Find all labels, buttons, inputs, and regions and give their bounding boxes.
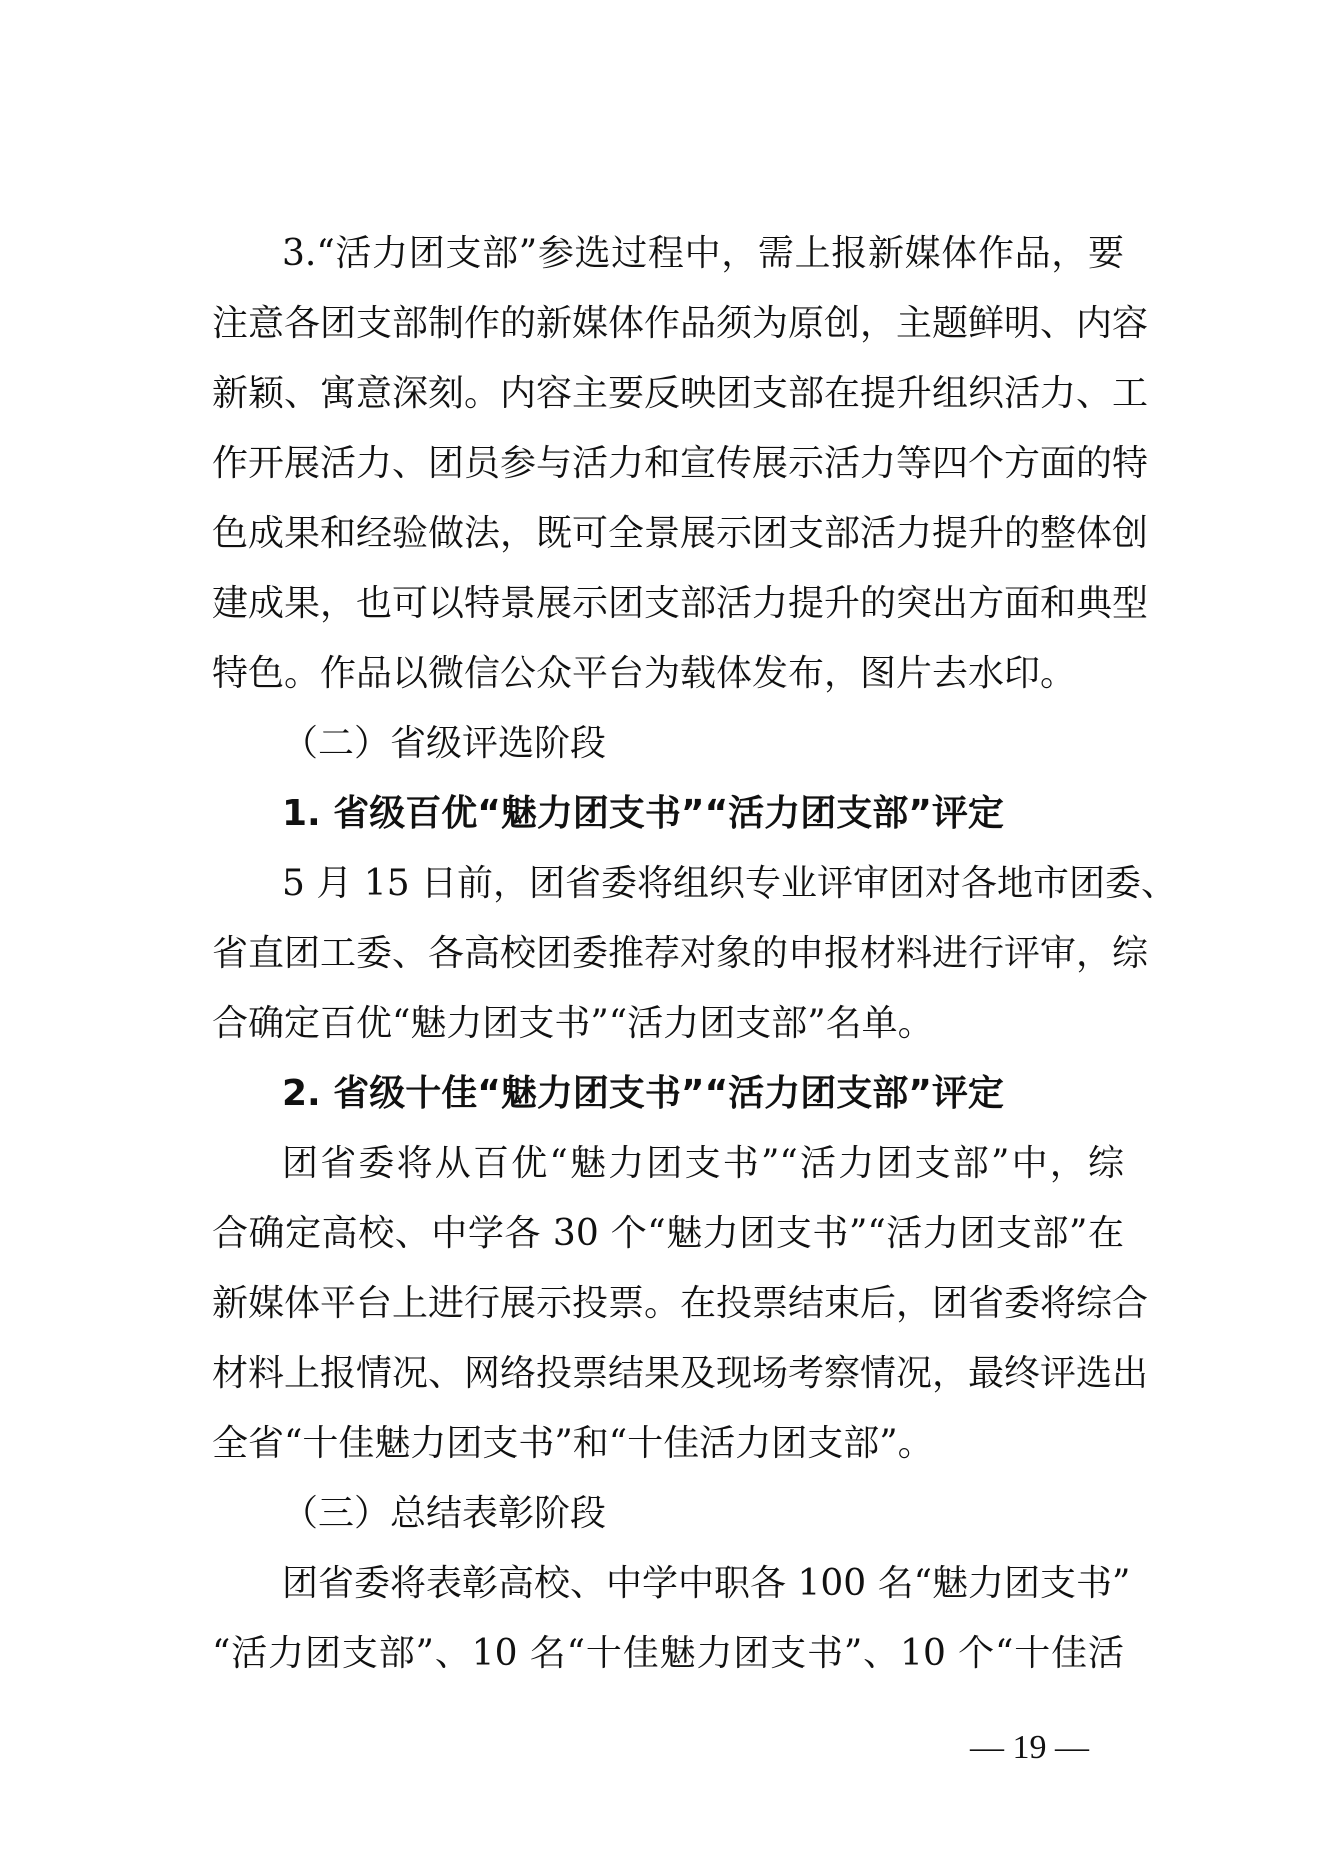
paragraph-1-line-3: 合确定百优“魅力团支书”“活力团支部”名单。 xyxy=(212,1003,934,1044)
page-number: — 19 — xyxy=(970,1729,1089,1766)
paragraph-1-line-1: 5 月 15 日前，团省委将组织专业评审团对各地市团委、 xyxy=(282,863,1178,904)
paragraph-1-line-2: 省直团工委、各高校团委推荐对象的申报材料进行评审，综 xyxy=(212,933,1149,974)
paragraph-2-line-3: 新媒体平台上进行展示投票。在投票结束后，团省委将综合 xyxy=(212,1283,1149,1324)
section-heading-3: （三）总结表彰阶段 xyxy=(282,1493,607,1534)
paragraph-3-line-4: 作开展活力、团员参与活力和宣传展示活力等四个方面的特 xyxy=(212,443,1149,484)
paragraph-2-line-5: 全省“十佳魅力团支书”和“十佳活力团支部”。 xyxy=(212,1423,934,1464)
paragraph-3-line-3: 新颖、寓意深刻。内容主要反映团支部在提升组织活力、工 xyxy=(212,373,1149,414)
section-heading-2: （二）省级评选阶段 xyxy=(282,723,607,764)
paragraph-3-line-6: 建成果，也可以特景展示团支部活力提升的突出方面和典型 xyxy=(212,583,1149,624)
paragraph-3-line-7: 特色。作品以微信公众平台为载体发布，图片去水印。 xyxy=(212,653,1077,694)
paragraph-4-line-1: 团省委将表彰高校、中学中职各 100 名“魅力团支书” xyxy=(282,1563,1131,1604)
paragraph-2-line-1: 团省委将从百优“魅力团支书”“活力团支部”中，综 xyxy=(282,1143,1124,1184)
paragraph-3-line-2: 注意各团支部制作的新媒体作品须为原创，主题鲜明、内容 xyxy=(212,303,1149,344)
subheading-1: 1. 省级百优“魅力团支书”“活力团支部”评定 xyxy=(282,793,1004,834)
paragraph-3-line-1: 3.“活力团支部”参选过程中，需上报新媒体作品，要 xyxy=(282,233,1124,274)
paragraph-4-line-2: “活力团支部”、10 名“十佳魅力团支书”、10 个“十佳活 xyxy=(212,1633,1124,1674)
subheading-2: 2. 省级十佳“魅力团支书”“活力团支部”评定 xyxy=(282,1073,1004,1114)
paragraph-2-line-2: 合确定高校、中学各 30 个“魅力团支书”“活力团支部”在 xyxy=(212,1213,1124,1254)
paragraph-2-line-4: 材料上报情况、网络投票结果及现场考察情况，最终评选出 xyxy=(212,1353,1149,1394)
paragraph-3-line-5: 色成果和经验做法，既可全景展示团支部活力提升的整体创 xyxy=(212,513,1149,554)
